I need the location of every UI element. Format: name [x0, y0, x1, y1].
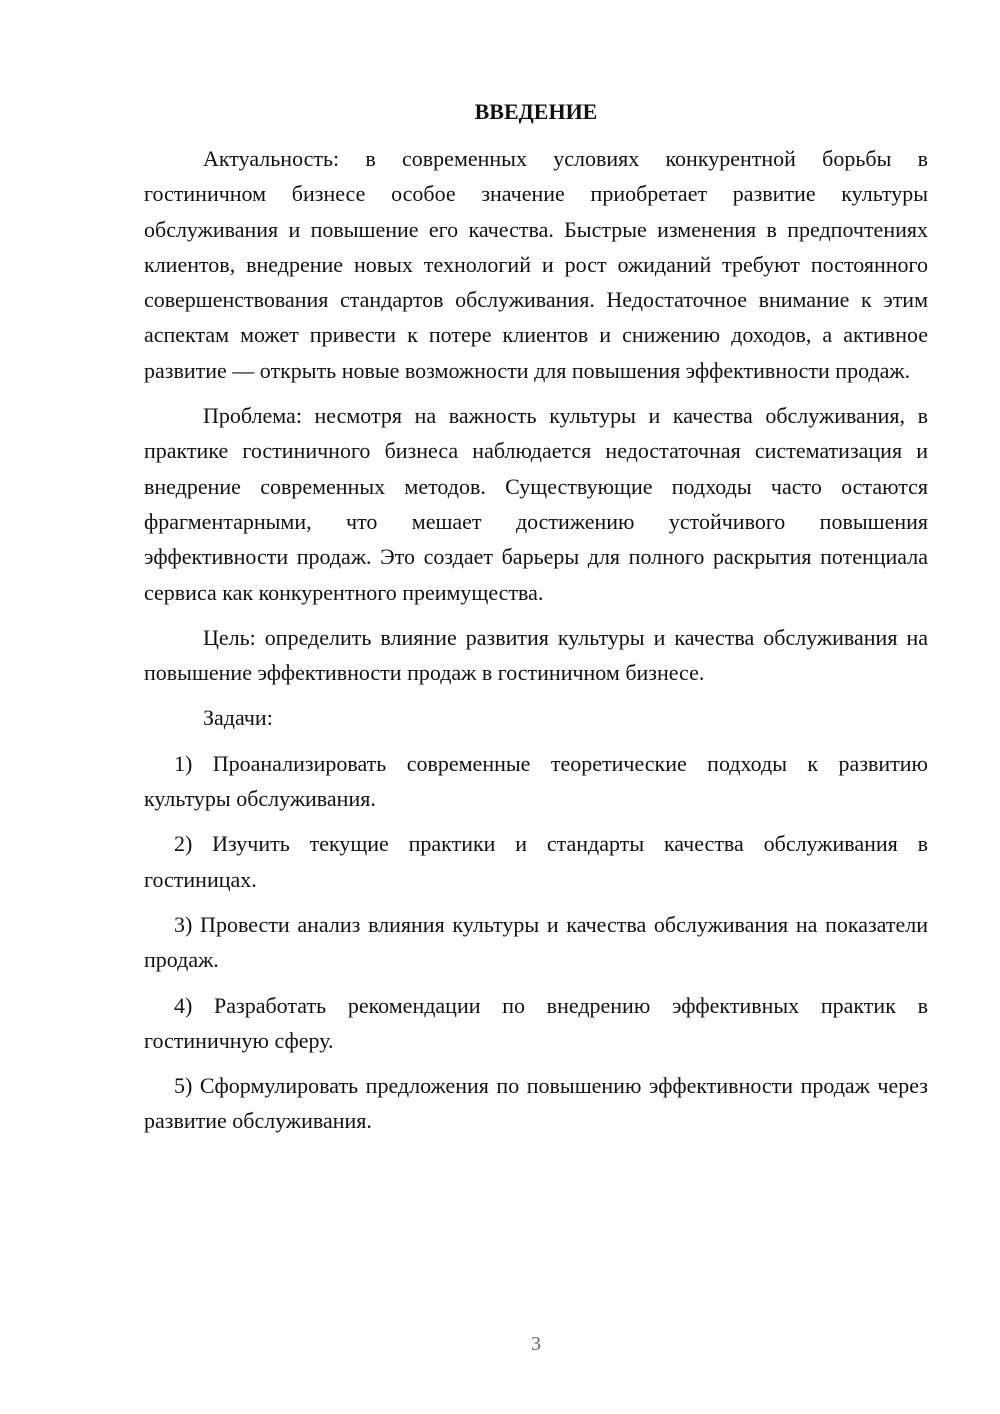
paragraph-problem: Проблема: несмотря на важность культуры и качества обслуживания, в практике гостиничного бизнеса наблюдается недостаточная систематизация и внедрение современных методов. Существующие подходы часто остаются фрагментарными, что мешает достижению устойчивого повышения эффективности продаж. Это создает барьеры для полного раскрытия потенциала сервиса как конкурентного преимущества. [144, 403, 928, 605]
task-item: 3) Провести анализ влияния культуры и качества обслуживания на показатели продаж. [144, 911, 928, 973]
paragraph-goal: Цель: определить влияние развития культуры и качества обслуживания на повышение эффективности продаж в гостиничном бизнесе. [144, 624, 928, 686]
task-item: 2) Изучить текущие практики и стандарты качества обслуживания в гостиницах. [144, 831, 928, 892]
tasks-label: Задачи: [203, 705, 273, 731]
page-number: 3 [531, 1333, 541, 1355]
section-heading: ВВЕДЕНИЕ [474, 99, 598, 124]
task-item: 1) Проанализировать современные теоретические подходы к развитию культуры обслуживания. [144, 750, 928, 812]
task-item: 4) Разработать рекомендации по внедрению эффективных практик в гостиничную сферу. [144, 992, 928, 1053]
task-list [144, 746, 928, 1139]
paragraph-relevance: Актуальность: в современных условиях конкурентной борьбы в гостиничном бизнесе особое значение приобретает развитие культуры обслуживания и повышение его качества. Быстрые изменения в предпочтениях клиентов, внедрение новых технологий и рост ожиданий требуют постоянного совершенствования стандартов обслуживания. Недостаточное внимание к этим аспектам может привести к потере клиентов и снижению доходов, а активное развитие — открыть новые возможности для повышения эффективности продаж. [144, 146, 928, 383]
task-item: 5) Сформулировать предложения по повышению эффективности продаж через развитие обслуживания. [144, 1073, 928, 1134]
page-content [144, 94, 928, 1149]
